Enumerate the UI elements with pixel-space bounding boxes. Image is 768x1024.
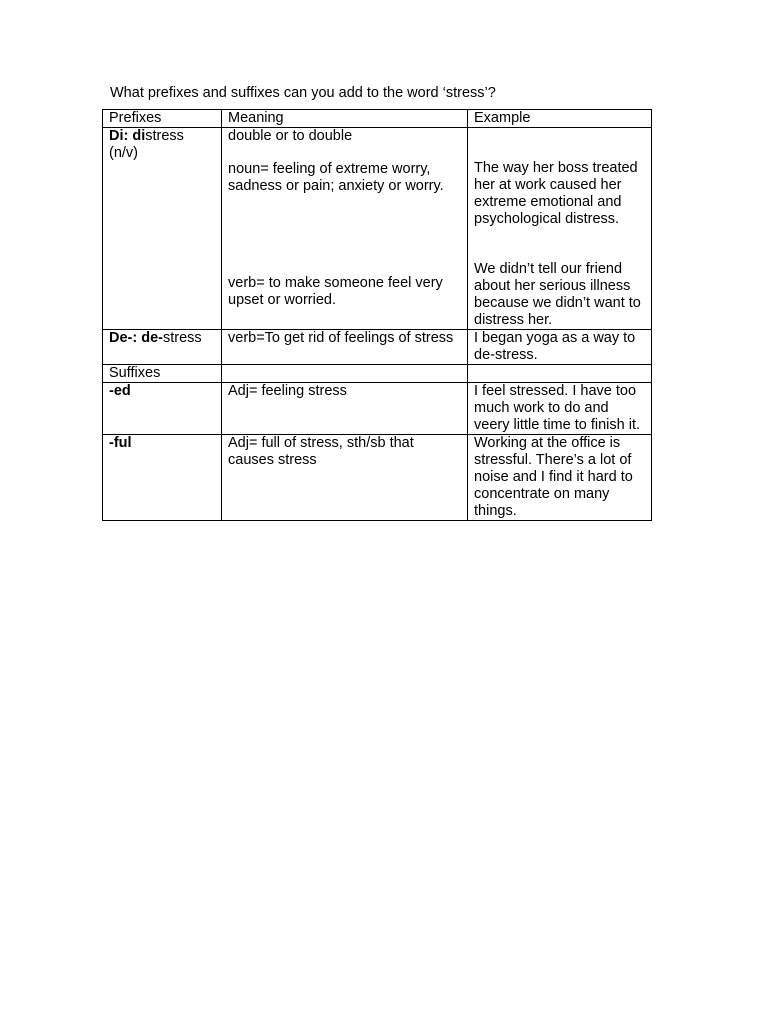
di-example-3: We didn’t tell our friend about her serious illness because we didn’t want to distress her. [474,261,641,328]
ful-label: -ful [109,435,132,451]
ed-label-cell [103,383,222,435]
header-example: Example [468,110,652,128]
ful-example-cell: Working at the office is stressful. There’s a lot of noise and I find it hard to concentrate on many things. [468,435,652,521]
de-meaning-cell: verb=To get rid of feelings of stress [222,330,468,365]
ful-label-cell [103,435,222,521]
table-row-suffixes-header [103,365,652,383]
suffixes-header: Suffixes [103,365,222,383]
di-label-cell [103,128,222,330]
table-header-row [103,110,652,128]
di-meaning-3: verb= to make someone feel very upset or worried. [228,275,443,308]
di-meaning-1: double or to double [228,128,353,144]
table-row-de [103,330,652,365]
di-example-2: The way her boss treated her at work caused her extreme emotional and psychological distress. [474,160,638,227]
suffixes-header-empty-2 [468,365,652,383]
di-label-rest: stress [145,128,184,144]
worksheet-question: What prefixes and suffixes can you add to the word ‘stress’? [110,85,496,101]
table-row-ed [103,383,652,435]
di-meaning-cell [222,128,468,330]
header-prefixes: Prefixes [103,110,222,128]
di-label-bold: Di: di [109,128,146,144]
de-label-bold: De-: de- [109,330,163,346]
table-row-ful [103,435,652,521]
ful-meaning-cell: Adj= full of stress, sth/sb that causes stress [222,435,468,521]
de-label-cell [103,330,222,365]
de-example-cell: I began yoga as a way to de-stress. [468,330,652,365]
ed-meaning-cell: Adj= feeling stress [222,383,468,435]
di-example-cell [468,128,652,330]
di-label-sub: (n/v) [109,145,138,161]
de-label-rest: stress [162,330,202,346]
header-meaning: Meaning [222,110,468,128]
suffixes-header-empty-1 [222,365,468,383]
ed-example-cell: I feel stressed. I have too much work to do and veery little time to finish it. [468,383,652,435]
table-row-di [103,128,652,330]
prefix-suffix-table [102,109,652,521]
ed-label: -ed [109,383,131,399]
di-meaning-2: noun= feeling of extreme worry, sadness or pain; anxiety or worry. [228,161,444,194]
